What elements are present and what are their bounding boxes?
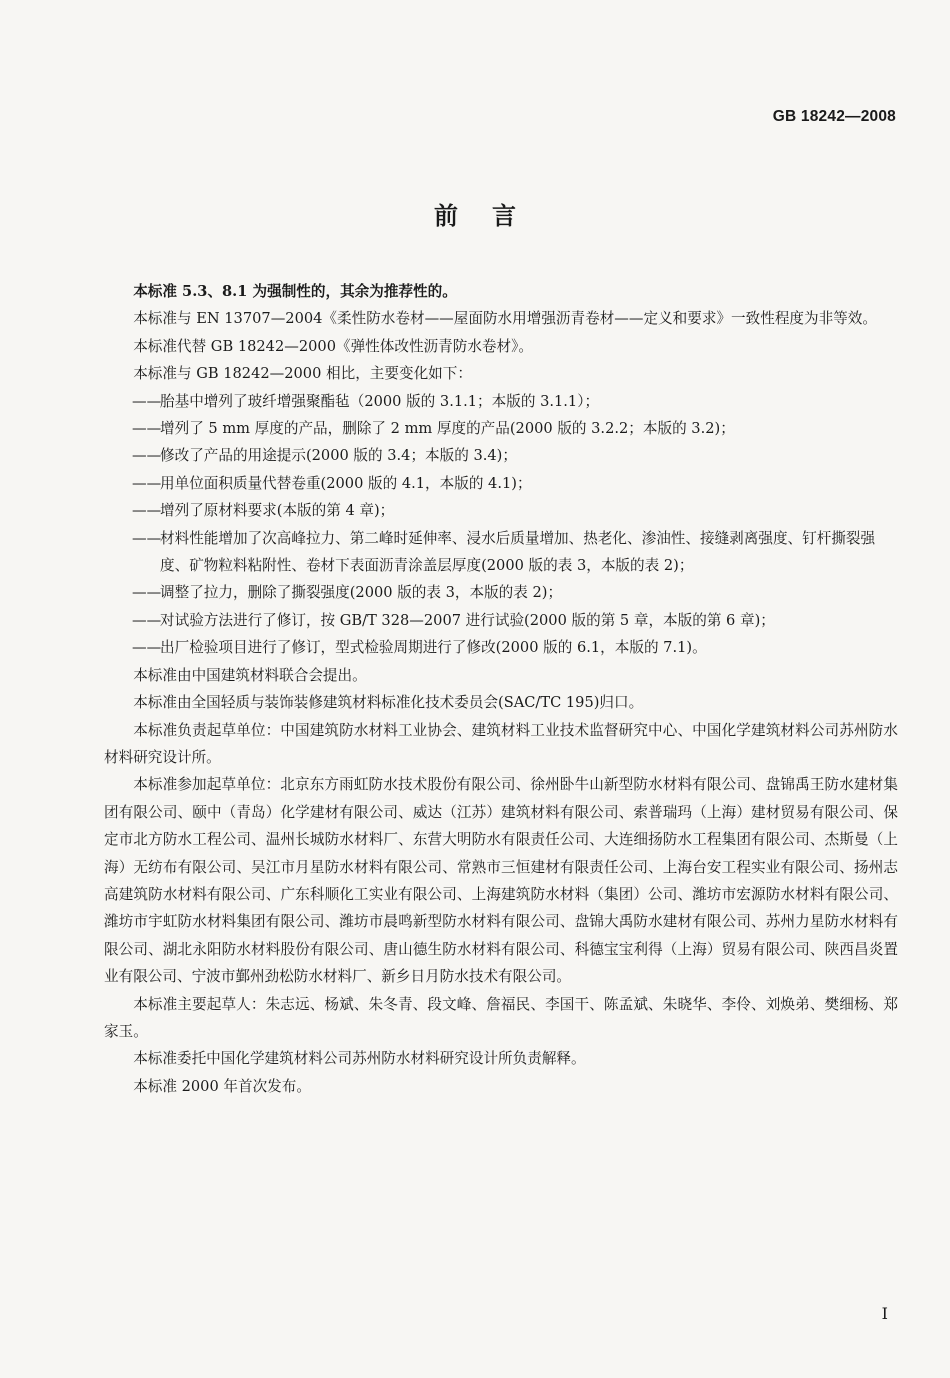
list-item xyxy=(104,415,898,442)
list-item xyxy=(104,525,898,580)
list-item-text: 增列了原材料要求(本版的第 4 章)； xyxy=(160,502,395,520)
dash-marker: —— xyxy=(132,502,162,520)
list-item-text: 增列了 5 mm 厚度的产品，删除了 2 mm 厚度的产品(2000 版的 3.2.2；本版的 3.2)； xyxy=(160,420,735,438)
dash-marker: —— xyxy=(132,611,162,629)
page-title: 前言 xyxy=(434,202,550,230)
committee-statement: 本标准由全国轻质与装饰装修建筑材料标准化技术委员会(SAC/TC 195)归口。 xyxy=(133,694,644,712)
list-item-text: 调整了拉力，删除了撕裂强度(2000 版的表 3，本版的表 2)； xyxy=(160,584,563,602)
list-item-text: 胎基中增列了玻纤增强聚酯毡（2000 版的 3.1.1；本版的 3.1.1）； xyxy=(160,392,600,410)
list-item xyxy=(104,579,898,606)
participating-drafters-statement: 本标准参加起草单位：北京东方雨虹防水技术股份有限公司、徐州卧牛山新型防水材料有限公司、盘锦禹王防水建材集团有限公司、颐中（青岛）化学建材有限公司、威达（江苏）建筑材料有限公司、索普瑞玛（上海）建材贸易有限公司、保定市北方防水工程公司、温州长城防水材料厂、东营大明防水有限责任公司、大连细扬防水工程集团有限公司、杰斯曼（上海）无纺布有限公司、吴江市月星防水材料有限公司、常熟市三恒建材有限责任公司、上海台安工程实业有限公司、扬州志高建筑防水材料有限公司、广东科顺化工实业有限公司、上海建筑防水材料（集团）公司、潍坊市宏源防水材料有限公司、潍坊市宇虹防水材料集团有限公司、潍坊市晨鸣新型防水材料有限公司、盘锦大禹防水建材有限公司、苏州力星防水材料有限公司、湖北永阳防水材料股份有限公司、唐山德生防水材料有限公司、科德宝宝利得（上海）贸易有限公司、陕西昌炎置业有限公司、宁波市鄞州劲松防水材料厂、新乡日月防水技术有限公司。 xyxy=(104,776,898,986)
first-release-statement: 本标准 2000 年首次发布。 xyxy=(133,1077,311,1095)
list-item-text: 修改了产品的用途提示(2000 版的 3.4；本版的 3.4)； xyxy=(160,447,517,465)
list-item xyxy=(104,634,898,661)
consistency-statement: 本标准与 EN 13707—2004《柔性防水卷材——屋面防水用增强沥青卷材——定义和要求》一致性程度为非等效。 xyxy=(133,310,877,328)
list-item xyxy=(104,442,898,469)
list-item-text: 对试验方法进行了修订，按 GB/T 328—2007 进行试验(2000 版的第 5 章，本版的第 6 章)； xyxy=(160,611,775,629)
interpretation-statement: 本标准委托中国化学建筑材料公司苏州防水材料研究设计所负责解释。 xyxy=(133,1050,586,1068)
list-item xyxy=(104,470,898,497)
changes-intro: 本标准与 GB 18242—2000 相比，主要变化如下： xyxy=(133,365,472,383)
replacement-statement: 本标准代替 GB 18242—2000《弹性体改性沥青防水卷材》。 xyxy=(133,337,533,355)
page-number: I xyxy=(881,1304,888,1323)
dash-marker: —— xyxy=(132,474,162,492)
list-item-text: 材料性能增加了次高峰拉力、第二峰时延伸率、浸水后质量增加、热老化、渗油性、接缝剥离强度、钉杆撕裂强度、矿物粒料粘附性、卷材下表面沥青涂盖层厚度(2000 版的表 3，本版的表 2)； xyxy=(160,529,876,575)
lead-drafters-statement: 本标准负责起草单位：中国建筑防水材料工业协会、建筑材料工业技术监督研究中心、中国化学建筑材料公司苏州防水材料研究设计所。 xyxy=(104,721,898,766)
dash-marker: —— xyxy=(132,584,162,602)
changes-list xyxy=(104,388,898,662)
mandatory-clause-statement: 本标准 5.3、8.1 为强制性的，其余为推荐性的。 xyxy=(133,283,457,300)
list-item xyxy=(104,388,898,415)
dash-marker: —— xyxy=(132,529,162,547)
dash-marker: —— xyxy=(132,392,162,410)
proposer-statement: 本标准由中国建筑材料联合会提出。 xyxy=(133,666,367,684)
list-item xyxy=(104,607,898,634)
dash-marker: —— xyxy=(132,639,162,657)
list-item-text: 出厂检验项目进行了修订，型式检验周期进行了修改(2000 版的 6.1，本版的 7.1)。 xyxy=(160,639,707,657)
standard-code: GB 18242—2008 xyxy=(772,108,896,125)
dash-marker: —— xyxy=(132,420,162,438)
dash-marker: —— xyxy=(132,447,162,465)
list-item xyxy=(104,497,898,524)
foreword-body xyxy=(104,278,898,1100)
main-drafters-statement: 本标准主要起草人：朱志远、杨斌、朱冬青、段文峰、詹福民、李国干、陈孟斌、朱晓华、李伶、刘焕弟、樊细杨、郑家玉。 xyxy=(104,995,898,1040)
list-item-text: 用单位面积质量代替卷重(2000 版的 4.1，本版的 4.1)； xyxy=(160,474,532,492)
